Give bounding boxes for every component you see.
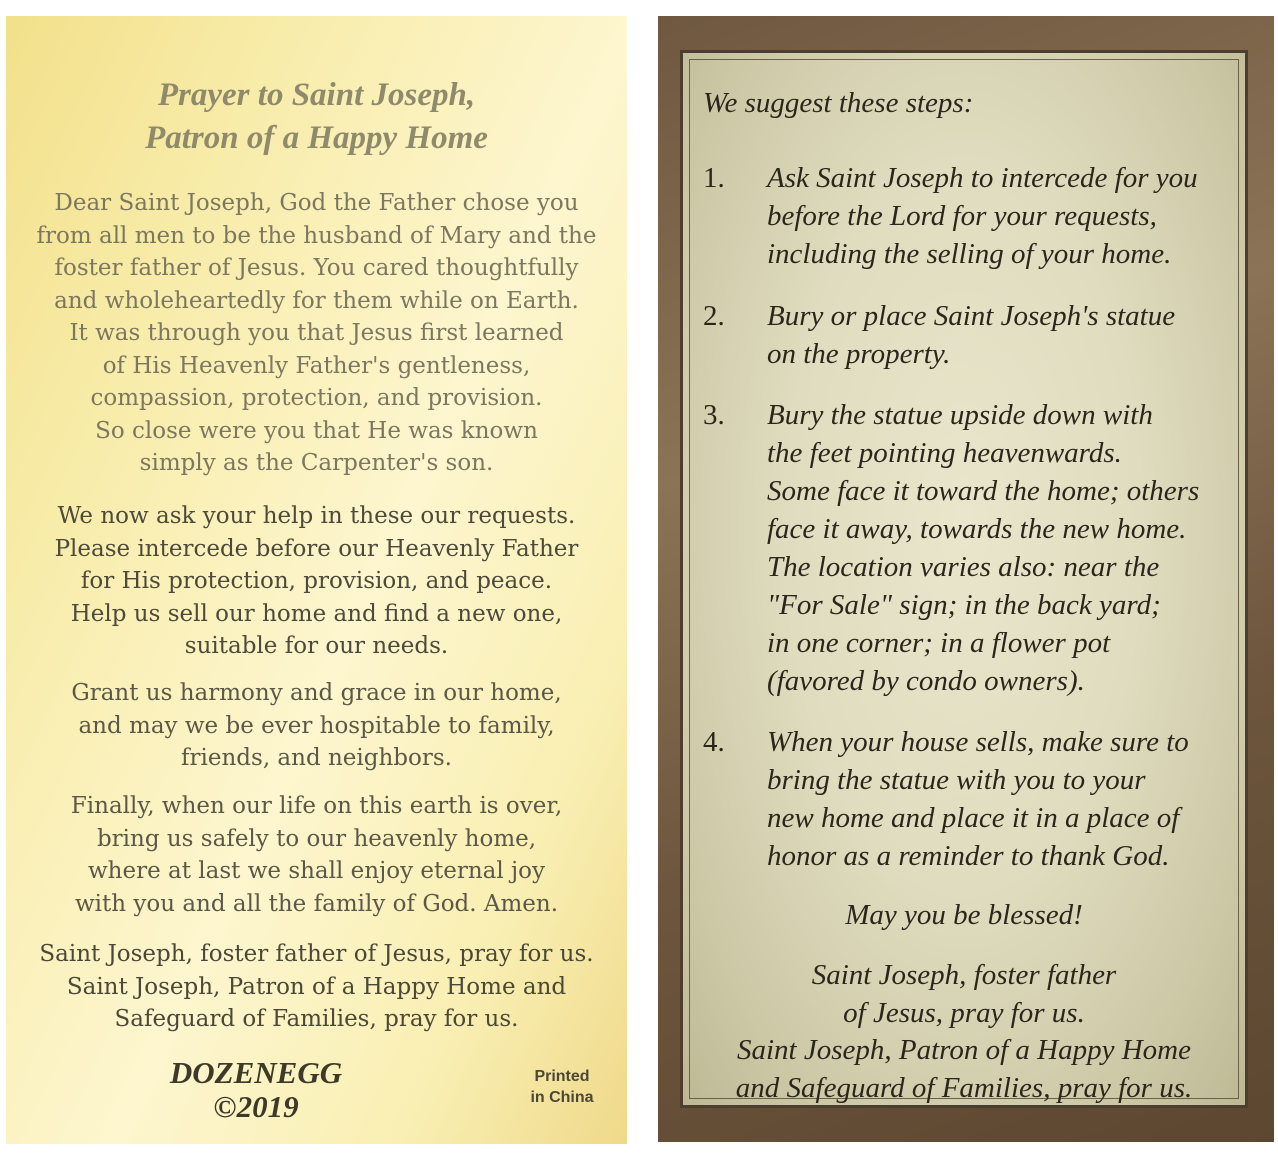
step-line: new home and place it in a place of [767,802,1180,834]
step-4 [703,723,1233,875]
step-line: "For Sale" sign; in the back yard; [767,589,1161,621]
prayer-line: of His Heavenly Father's gentleness, [102,352,531,379]
step-number: 1. [703,162,725,194]
prayer-line: for His protection, provision, and peace. [80,568,553,594]
step-line: Bury or place Saint Joseph's statue [767,300,1176,332]
step-number: 3. [703,399,725,431]
prayer-line: We now ask your help in these our requests. [57,503,576,529]
step-line: bring the statue with you to your [767,764,1146,796]
step-line: face it away, towards the new home. [767,513,1187,545]
prayer-line: and may we be ever hospitable to family, [78,712,555,739]
step-number: 2. [703,300,725,332]
step-2 [703,297,1233,373]
step-text [767,159,1233,273]
prayer-line: Saint Joseph, foster father of Jesus, pray for us. [39,941,594,967]
step-3 [703,396,1233,700]
prayer-paragraph-5 [6,938,627,1036]
prayer-line: Safeguard of Families, pray for us. [114,1006,519,1032]
prayer-title [6,74,627,160]
step-line: The location varies also: near the [767,551,1160,583]
prayer-line: and wholeheartedly for them while on Earth. [54,287,579,314]
prayer-line: Help us sell our home and find a new one, [70,600,563,627]
prayer-line: It was through you that Jesus first learned [69,320,564,346]
prayer-line: Grant us harmony and grace in our home, [71,680,562,706]
blessing-line: May you be blessed! [845,899,1083,931]
step-line: honor as a reminder to thank God. [767,840,1170,872]
prayer-line: from all men to be the husband of Mary and the [36,222,597,249]
prayer-line: Dear Saint Joseph, God the Father chose you [54,190,579,216]
printed-line-2: in China [530,1089,594,1106]
instructions-panel [680,50,1248,1108]
step-line: in one corner; in a flower pot [767,627,1111,659]
step-text [767,396,1233,700]
prayer-card-front [6,16,627,1144]
step-line: on the property. [767,338,951,370]
step-line: Some face it toward the home; others [767,475,1200,507]
steps-heading: We suggest these steps: [703,87,974,119]
step-line: the feet pointing heavenwards. [767,437,1122,469]
step-text [767,297,1233,373]
closing-line: and Safeguard of Families, pray for us. [735,1071,1193,1104]
prayer-line: compassion, protection, and provision. [90,385,543,411]
closing-line: Saint Joseph, foster father [811,959,1117,991]
step-line: including the selling of your home. [767,238,1172,270]
prayer-paragraph-3 [6,677,627,775]
prayer-line: Finally, when our life on this earth is over, [70,793,563,819]
printed-in-label [506,1066,618,1108]
step-line: Bury the statue upside down with [767,399,1153,431]
prayer-paragraph-1 [6,187,627,480]
prayer-line: Saint Joseph, Patron of a Happy Home and [66,973,567,1000]
prayer-line: Please intercede before our Heavenly Father [54,535,579,562]
prayer-line: So close were you that He was known [95,417,538,444]
prayer-line: simply as the Carpenter's son. [139,450,494,476]
prayer-line: bring us safely to our heavenly home, [96,825,537,852]
prayer-line: suitable for our needs. [184,633,449,659]
step-1 [703,159,1233,273]
prayer-title-line-2-text: Patron of a Happy Home [145,120,488,156]
prayer-line: friends, and neighbors. [181,745,452,771]
step-text [767,723,1233,875]
brand-copyright: ©2019 [213,1089,299,1124]
prayer-line: with you and all the family of God. Amen. [74,890,559,917]
prayer-title-line-2 [6,117,627,160]
closing-prayer [683,957,1245,1107]
prayer-line: where at last we shall enjoy eternal joy [87,858,545,884]
prayer-line: foster father of Jesus. You cared thoughtfully [54,255,579,281]
prayer-title-line-1: Prayer to Saint Joseph, [157,77,476,113]
prayer-paragraph-2 [6,500,627,663]
printed-line-1: Printed [534,1068,590,1085]
closing-line: of Jesus, pray for us. [843,996,1085,1029]
step-number: 4. [703,726,725,758]
step-line: (favored by condo owners). [767,665,1085,697]
prayer-card-back [658,16,1274,1142]
brand-name: DOZENEGG [169,1055,343,1090]
step-line: before the Lord for your requests, [767,200,1157,232]
step-line: Ask Saint Joseph to intercede for you [767,162,1198,194]
closing-line: Saint Joseph, Patron of a Happy Home [736,1034,1191,1066]
brand-mark [126,1056,386,1124]
step-line: When your house sells, make sure to [767,726,1189,758]
prayer-paragraph-4 [6,790,627,920]
